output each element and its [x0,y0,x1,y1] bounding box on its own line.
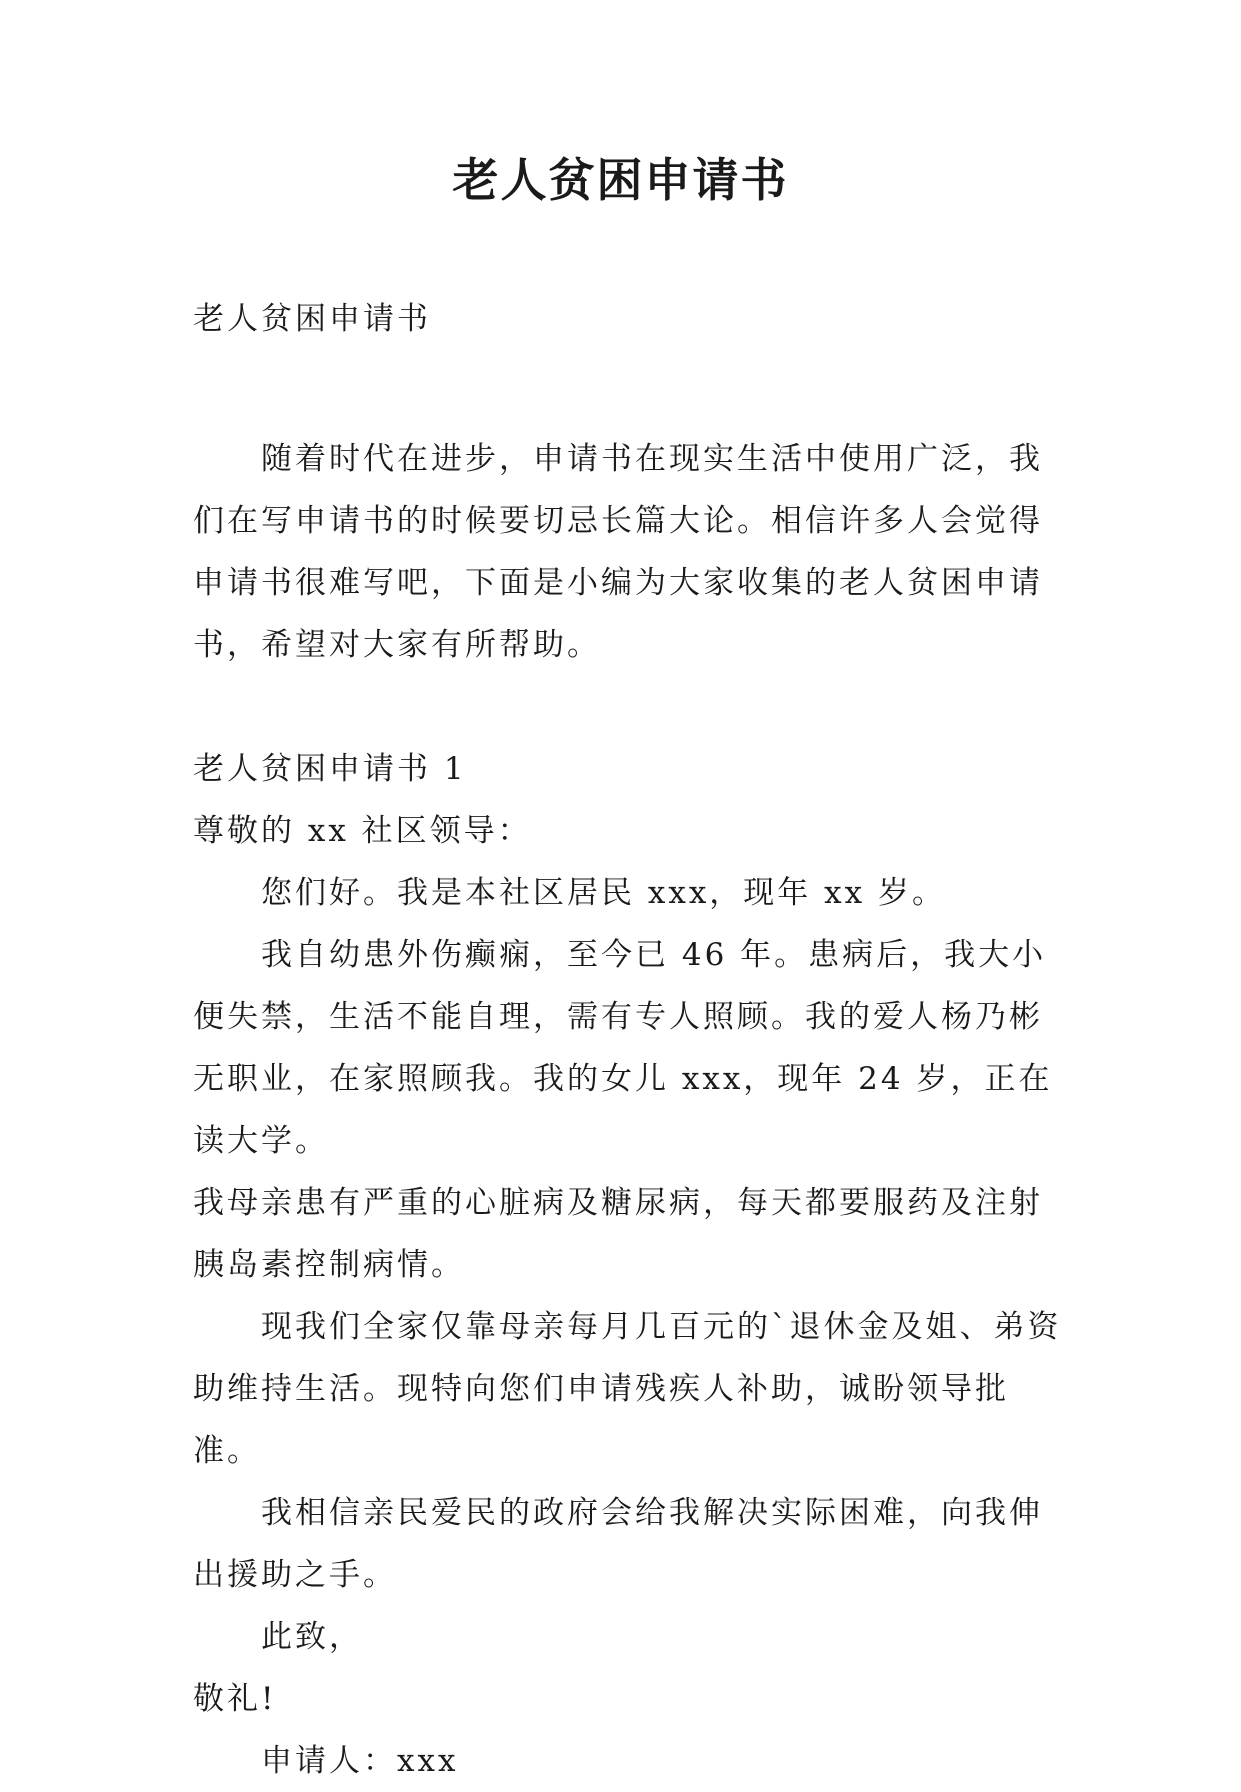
spacer [193,350,1063,428]
trust-paragraph: 我相信亲民爱民的政府会给我解决实际困难，向我伸出援助之手。 [193,1495,1043,1593]
salutation: 尊敬的 xx 社区领导： [193,813,532,849]
intro-paragraph: 随着时代在进步，申请书在现实生活中使用广泛，我们在写申请书的时候要切忌长篇大论。相信许多人会觉得申请书很难写吧，下面是小编为大家收集的老人贫困申请书，希望对大家有所帮助。 [193,441,1043,663]
document-title: 老人贫困申请书 [452,153,789,207]
greeting-paragraph: 您们好。我是本社区居民 xxx，现年 xx 岁。 [261,875,946,911]
regards-line: 敬礼! [193,1681,277,1717]
illness-paragraph: 我自幼患外伤癫痫，至今已 46 年。患病后，我大小便失禁，生活不能自理，需有专人照顾。我的爱人杨乃彬无职业，在家照顾我。我的女儿 xxx，现年 24 岁，正在读大学。 [193,937,1053,1159]
spacer [193,676,1063,738]
closing-line: 此致， [261,1619,363,1655]
applicant-line: 申请人：xxx [261,1743,459,1779]
mother-paragraph: 我母亲患有严重的心脏病及糖尿病，每天都要服药及注射胰岛素控制病情。 [193,1185,1043,1283]
request-paragraph: 现我们全家仅靠母亲每月几百元的`退休金及姐、弟资助维持生活。现特向您们申请残疾人补助，诚盼领导批准。 [193,1309,1062,1469]
section-heading: 老人贫困申请书 1 [193,751,467,787]
document-body [193,288,1063,1792]
document-subtitle: 老人贫困申请书 [193,301,431,337]
